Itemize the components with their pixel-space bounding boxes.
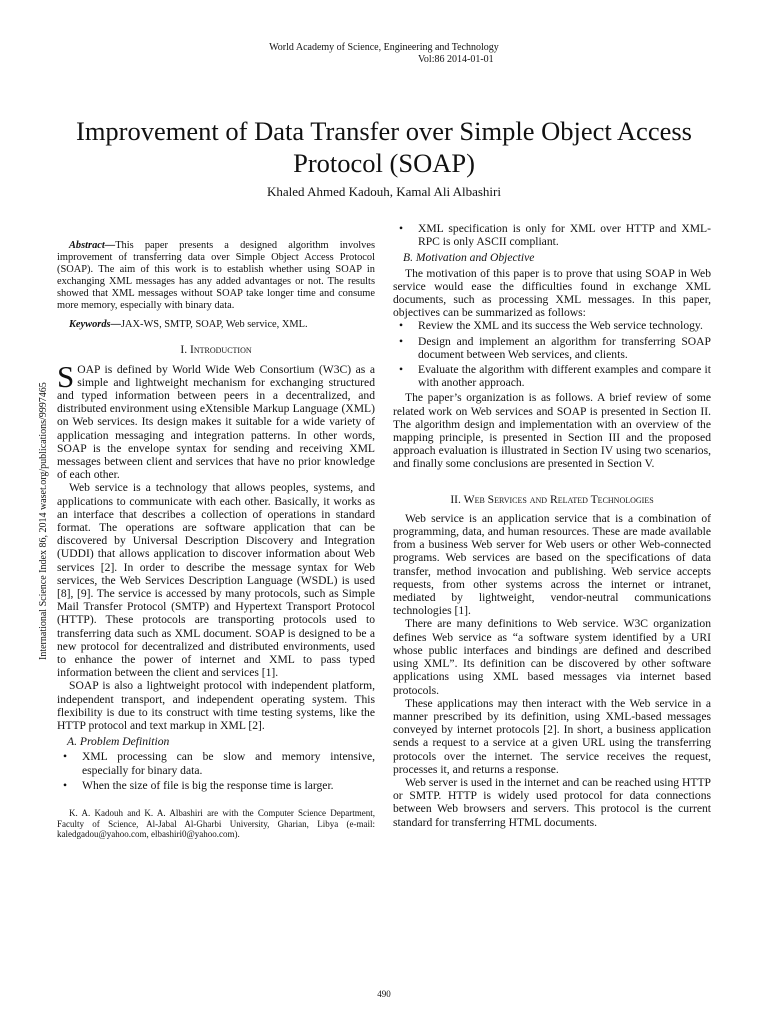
problem-bullet-list [57,750,375,792]
subsection-motivation: B. Motivation and Objective [403,251,535,265]
keywords-text: JAX-WS, SMTP, SOAP, Web service, XML. [120,319,308,331]
list-item: • Review the XML and its success the Web service technology. [399,319,703,333]
objectives-bullet-list [393,319,711,389]
continued-bullet-list [393,222,711,248]
abstract-text: This paper presents a designed algorithm involves improvement of transferring data over Simple Object Access Protocol (SOAP). The aim of this work is to establish whether using SOAP in exchanging XML messages has any added advantages or not. The results showed that XML messages without SOAP take longer time and consume more memory, especially with binary data. [57,240,375,311]
right-column [393,222,711,829]
bullet-icon: • [63,778,68,792]
abstract [57,240,375,311]
author-footnote: K. A. Kadouh and K. A. Albashiri are with the Computer Science Department, Faculty of Science, Al-Jabal Al-Gharbi University, Gharian, Libya (e-mail: kaledgadou@yahoo.com, elbashiri0@yahoo.com). [57,808,375,840]
list-item: • When the size of file is big the response time is larger. [63,778,334,792]
authors: Khaled Ahmed Kadouh, Kamal Ali Albashiri [267,184,501,199]
keywords-label: Keywords— [69,319,121,331]
drop-cap: S [57,358,75,394]
intro-paragraph-1: SOAP is defined by World Wide Web Consortium (W3C) as a simple and lightweight mechanism for exchanging structured and typed information between peers in a decentralized, and distributed environment using eXtensible Markup Language (XML) on Web services. Its design makes it suitable for a wide variety of application messaging and integration patterns. In other words, SOAP is the envelope syntax for sending and receiving XML messages between client and services that have no prior knowledge of each other. [57,358,375,482]
bullet-icon: • [399,334,404,348]
bullet-icon: • [399,363,404,377]
journal-header: World Academy of Science, Engineering and Technology [269,42,499,53]
abstract-label: Abstract— [69,240,116,251]
intro-paragraph-3: SOAP is also a lightweight protocol with independent platform, independent transport, and independent operating system. This flexibility is due to its construct with time testing systems, like the HTTP protocol and text markup in XML [2]. [57,679,375,733]
web-services-paragraph-3: These applications may then interact with the Web service in a manner prescribed by its definition, using XML-based messages conveyed by internet protocols [2]. In short, a business application sends a request to a service at a given URL using the transferring protocols over the internet. The service receives the request, processes it, and returns a response. [393,696,711,776]
intro-paragraph-2: Web service is a technology that allows peoples, systems, and applications to communicate with each other. Basically, it works as an interface that describes a collection of operations in standard format. The operations are software application that can be discovered by Universal Description Discovery and Integration (UDDI) that allows application to discover information about Web services [2]. In order to describe the message syntax for Web services, the Web Services Description Language (WSDL) is used [8], [9]. The service is accessed by many protocols, such as Simple Mail Transfer Protocol (SMTP) and Hypertext Transport Protocol (HTTP). These protocols are transporting protocols used to transferring data such as XML document. SOAP is designed to be a new protocol for decentralized and distributed environments, used to enhance the power of internet and XML to pass typed information between the client and services [1]. [57,481,375,680]
web-services-paragraph-2: There are many definitions to Web service. W3C organization defines Web service as “a software system identified by a URI whose public interfaces and bindings are defined and described using XML”. Its definition can be discovered by other software applications using XML based messages via internet based protocols. [393,617,711,697]
list-item: • Evaluate the algorithm with different examples and compare it with another approach. [399,363,711,390]
page-number: 490 [377,989,391,999]
list-item: • XML specification is only for XML over HTTP and XML-RPC is only ASCII compliant. [399,222,711,249]
bullet-icon: • [63,750,68,764]
volume-info: Vol:86 2014-01-01 [418,54,494,65]
left-column [57,222,375,840]
subsection-problem-definition: A. Problem Definition [67,735,170,749]
section-heading-introduction: I. Introduction [180,343,252,357]
web-services-paragraph-1: Web service is an application service that is a combination of programming, data, and human resources. These are made available from a business Web server for Web users or other Web-connected programs. Web services are based on the specifications of data transfer, method invocation and publishing. Web service accepts requests, from other systems across the internet or intranet, mediated by lightweight, vendor-neutral communications technologies [1]. [393,511,711,618]
section-heading-web-services: II. Web Services and Related Technologies [450,492,654,506]
web-services-paragraph-4: Web server is used in the internet and can be reached using HTTP or SMTP. HTTP is widely used protocol for data connections between Web browsers and servers. This protocol is the current standard for transferring HTML documents. [393,775,711,829]
bullet-icon: • [399,222,404,235]
motivation-paragraph: The motivation of this paper is to prove that using SOAP in Web service would ease the difficulties found in exchange XML documents, such as processing XML messages. In this paper, objectives can be summarized as follows: [393,266,711,320]
organization-paragraph: The paper’s organization is as follows. A brief review of some related work on Web services and SOAP is presented in Section II. The algorithm design and implementation with an overview of the mapping principle, is presented in Section III and the proposed approach evaluation is illustrated in Section IV using two scenarios, and finally some conclusions are presented in Section V. [393,391,711,471]
paper-title: Improvement of Data Transfer over Simple Object Access Protocol (SOAP) [76,116,692,178]
keywords [57,319,375,331]
bullet-icon: • [399,319,404,333]
list-item: • Design and implement an algorithm for transferring SOAP document between Web services, and clients. [399,334,711,361]
sidebar-citation: International Science Index 86, 2014 waset.org/publications/9997465 [38,382,49,660]
list-item: • XML processing can be slow and memory intensive, especially for binary data. [63,750,375,777]
